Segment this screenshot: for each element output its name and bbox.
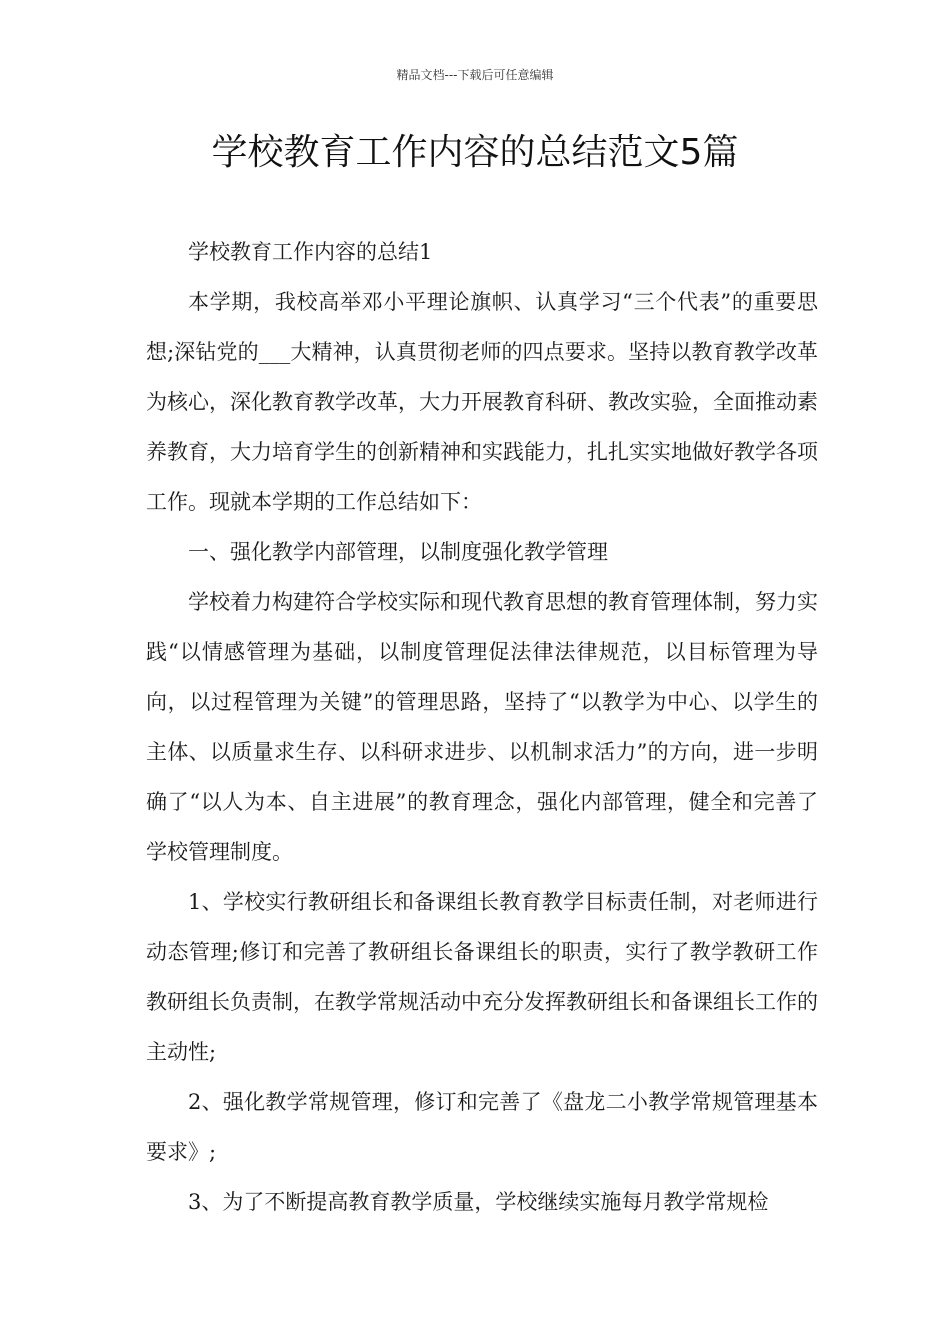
paragraph: 3、为了不断提高教育教学质量，学校继续实施每月教学常规检	[188, 1190, 769, 1214]
paragraph: 2、强化教学常规管理，修订和完善了《盘龙二小教学常规管理基本要求》;	[146, 1090, 818, 1164]
paragraph: 本学期，我校高举邓小平理论旗帜、认真学习“三个代表”的重要思想;深钻党的___大精神，认真贯彻老师的四点要求。坚持以教育教学改革为核心，深化教育教学改革，大力开展教育科研、教改实验，全面推动素养教育，大力培育学生的创新精神和实践能力，扎扎实实地做好教学各项工作。现就本学期的工作总结如下：	[146, 290, 818, 514]
paragraph: 1、学校实行教研组长和备课组长教育教学目标责任制，对老师进行动态管理;修订和完善了教研组长备课组长的职责，实行了教学教研工作教研组长负责制，在教学常规活动中充分发挥教研组长和备课组长工作的主动性;	[146, 890, 818, 1064]
header-note: 精品文档---下载后可任意编辑	[396, 68, 554, 82]
document-body	[146, 227, 818, 1227]
subsection-heading: 一、强化教学内部管理，以制度强化教学管理	[188, 540, 608, 564]
document-title: 学校教育工作内容的总结范文5篇	[211, 132, 739, 173]
paragraph: 学校着力构建符合学校实际和现代教育思想的教育管理体制，努力实践“以情感管理为基础，以制度管理促法律法律规范，以目标管理为导向，以过程管理为关键”的管理思路，坚持了“以教学为中心、以学生的主体、以质量求生存、以科研求进步、以机制求活力”的方向，进一步明确了“以人为本、自主进展”的教育理念，强化内部管理，健全和完善了学校管理制度。	[146, 590, 818, 864]
section-heading: 学校教育工作内容的总结1	[188, 240, 433, 264]
